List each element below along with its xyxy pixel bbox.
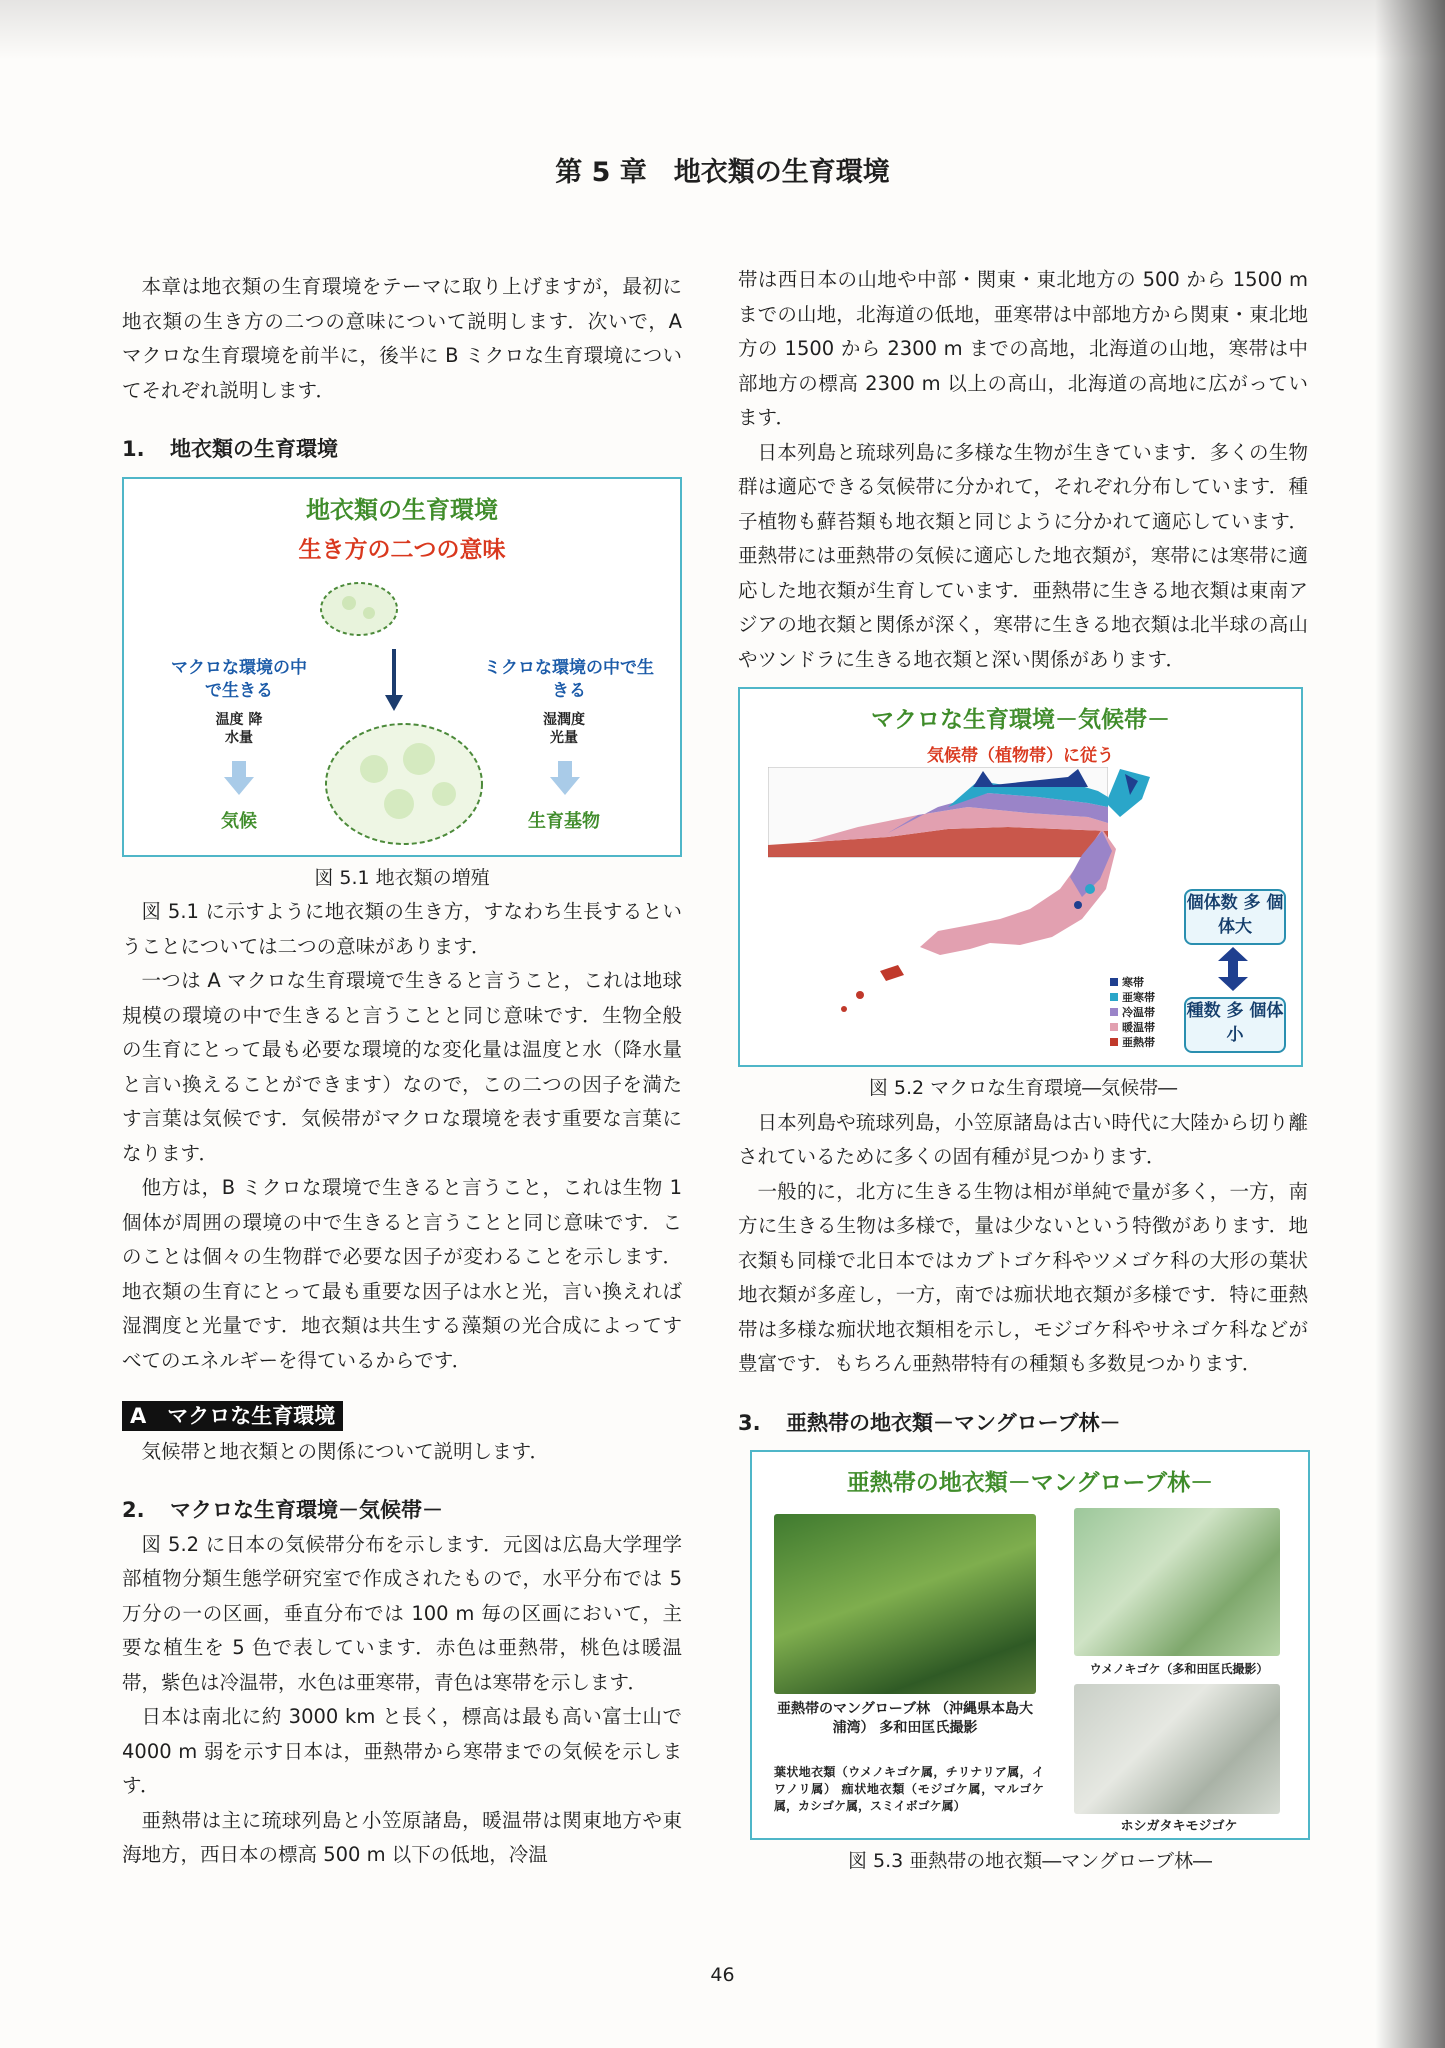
japan-climate-map	[820, 759, 1160, 1049]
legend-item: 暖温帯	[1110, 1020, 1180, 1035]
fig1-micro-label: ミクロな環境の中で生きる	[484, 657, 654, 701]
scan-shadow-top	[0, 0, 1445, 60]
paragraph: 日本列島と琉球列島に多様な生物が生きています．多くの生物群は適応できる気候帯に分かれて，それぞれ分布しています．種子植物も蘚苔類も地衣類と同じように分かれて適応しています．亜熱帯には亜熱帯の気候に適応した地衣類が，寒帯には寒帯に適応した地衣類が生育しています．亜熱帯に生きる地衣類は東南アジアの地衣類と関係が深く，寒帯に生きる地衣類は北半球の高山やツンドラに生きる地衣類と深い関係があります．	[738, 440, 1308, 671]
paragraph: 帯は西日本の山地や中部・関東・東北地方の 500 から 1500 m までの山地，北海道の低地，亜寒帯は中部地方から関東・東北地方の 1500 から 2300 m までの高地，北海道の山地，寒帯は中部地方の標高 2300 m 以上の高山，北海道の高地に広がっています．	[738, 268, 1308, 429]
lichen-photo-2	[1074, 1684, 1280, 1814]
figure-5-2	[738, 687, 1303, 1067]
fig3-note: 葉状地衣類（ウメノキゴケ属，チリナリア属，イワノリ属） 痂状地衣類（モジゴケ属，マルゴケ属，カシゴケ属，スミイボゴケ属）	[774, 1765, 1044, 1813]
section-a-heading	[122, 1400, 682, 1435]
section-3-number: 3.	[738, 1410, 761, 1435]
paragraph: 日本は南北に約 3000 km と長く，標高は最も高い富士山で 4000 m 弱を示す日本は，亜熱帯から寒帯までの気候を示します．	[122, 1705, 682, 1797]
section-a-title: A マクロな生育環境	[122, 1401, 343, 1431]
paragraph: 他方は，B ミクロな環境で生きると言うこと，これは生物 1 個体が周囲の環境の中で生きると言うことと同じ意味です．このことは個々の生物群で必要な因子が変わることを示します．地衣類の生育にとって最も重要な因子は水と光，言い換えれば湿潤度と光量です．地衣類は共生する藻類の光合成によってすべてのエネルギーを得ているからです．	[122, 1176, 682, 1372]
page-gutter-shadow	[1375, 0, 1445, 2048]
fig2-box-many-individuals: 個体数 多 個体大	[1184, 889, 1286, 945]
section-3-title: 亜熱帯の地衣類－マングローブ林－	[786, 1410, 1121, 1435]
double-arrow-icon	[1218, 947, 1248, 991]
fig1-title: 地衣類の生育環境	[306, 495, 498, 524]
paragraph: 日本列島や琉球列島，小笠原諸島は古い時代に大陸から切り離されているために多くの固有種が見つかります．	[738, 1110, 1308, 1168]
fig3-photo2-caption: ウメノキゴケ（多和田匡氏撮影）	[1089, 1662, 1269, 1676]
fig1-micro-result: 生育基物	[528, 810, 600, 832]
section-1-number: 1.	[122, 437, 145, 461]
intro-paragraph: 本章は地衣類の生育環境をテーマに取り上げますが，最初に地衣類の生き方の二つの意味について説明します．次いで，A マクロな生育環境を前半に，後半に B ミクロな生育環境についてそれぞれ説明します．	[122, 275, 682, 402]
page-number: 46	[710, 1964, 735, 1986]
figure-5-1	[122, 477, 682, 857]
legend-item: 寒帯	[1110, 975, 1180, 990]
fig2-box-many-species: 種数 多 個体小	[1184, 997, 1286, 1053]
left-column	[122, 270, 682, 1873]
legend-item: 亜寒帯	[1110, 990, 1180, 1005]
fig3-photo3-caption: ホシガタキモジゴケ	[1120, 1819, 1238, 1834]
legend-item: 亜熱帯	[1110, 1035, 1180, 1050]
down-arrow-icon	[550, 761, 580, 795]
section-a-text: 気候帯と地衣類との関係について説明します．	[141, 1439, 550, 1463]
paragraph: 図 5.1 に示すように地衣類の生き方，すなわち生長するということについては二つの意味があります．	[122, 900, 682, 958]
legend-item: 冷温帯	[1110, 1005, 1180, 1020]
fig1-micro-factors: 湿潤度 光量	[543, 711, 585, 746]
down-arrow-icon	[224, 761, 254, 795]
lichen-illustration	[314, 579, 494, 849]
right-column	[738, 263, 1308, 1879]
fig2-subtitle: 気候帯（植物帯）に従う	[927, 746, 1114, 766]
fig1-macro-label: マクロな環境の中で生きる	[171, 657, 307, 701]
fig3-photo1-caption: 亜熱帯のマングローブ林 （沖縄県本島大浦湾） 多和田匡氏撮影	[777, 1701, 1033, 1736]
paragraph: 図 5.2 に日本の気候帯分布を示します．元図は広島大学理学部植物分類生態学研究室で作成されたもので，水平分布では 5 万分の一の区画，垂直分布では 100 m 毎の区画において，主要な植生を 5 色で表しています．赤色は亜熱帯，桃色は暖温帯，紫色は冷温帯，水色は亜寒帯，青色は寒帯を示します．	[122, 1532, 682, 1694]
section-2-title: マクロな生育環境－気候帯－	[170, 1498, 443, 1522]
lichen-photo-1	[1074, 1508, 1280, 1656]
fig1-subtitle: 生き方の二つの意味	[298, 536, 506, 563]
section-3-heading	[738, 1406, 1308, 1441]
fig1-macro-result: 気候	[221, 810, 257, 832]
section-2-number: 2.	[122, 1498, 145, 1522]
fig3-title: 亜熱帯の地衣類－マングローブ林－	[846, 1470, 1214, 1496]
figure-5-1-caption: 図 5.1 地衣類の増殖	[314, 866, 490, 889]
paragraph: 一つは A マクロな生育環境で生きると言うこと，これは地球規模の環境の中で生きると言うことと同じ意味です．生物全般の生育にとって最も必要な環境的な変化量は温度と水（降水量と言い換えることができます）なので，この二つの因子を満たす言葉は気候です．気候帯がマクロな環境を表す重要な言葉になります．	[122, 969, 682, 1165]
figure-5-2-caption: 図 5.2 マクロな生育環境―気候帯―	[868, 1077, 1178, 1099]
section-1-heading	[122, 432, 682, 467]
paragraph: 亜熱帯は主に琉球列島と小笠原諸島，暖温帯は関東地方や東海地方，西日本の標高 500 m 以下の低地，冷温	[122, 1808, 682, 1866]
section-2-heading	[122, 1493, 682, 1528]
fig2-legend	[1110, 975, 1180, 1050]
page-title: 第 5 章 地衣類の生育環境	[555, 157, 890, 188]
figure-5-3	[750, 1450, 1310, 1840]
fig1-macro-factors: 温度 降水量	[215, 711, 263, 746]
section-1-title: 地衣類の生育環境	[170, 437, 338, 461]
figure-5-3-caption: 図 5.3 亜熱帯の地衣類―マングローブ林―	[848, 1850, 1212, 1872]
fig2-title: マクロな生育環境－気候帯－	[871, 707, 1170, 733]
paragraph: 一般的に，北方に生きる生物は相が単純で量が多く，一方，南方に生きる生物は多様で，量は少ないという特徴があります．地衣類も同様で北日本ではカブトゴケ科やツメゴケ科の大形の葉状地衣類が多産し，一方，南では痂状地衣類が多様です．特に亜熱帯は多様な痂状地衣類相を示し，モジゴケ科やサネゴケ科などが豊富です．もちろん亜熱帯特有の種類も多数見つかります．	[738, 1179, 1308, 1375]
mangrove-photo	[774, 1514, 1036, 1694]
